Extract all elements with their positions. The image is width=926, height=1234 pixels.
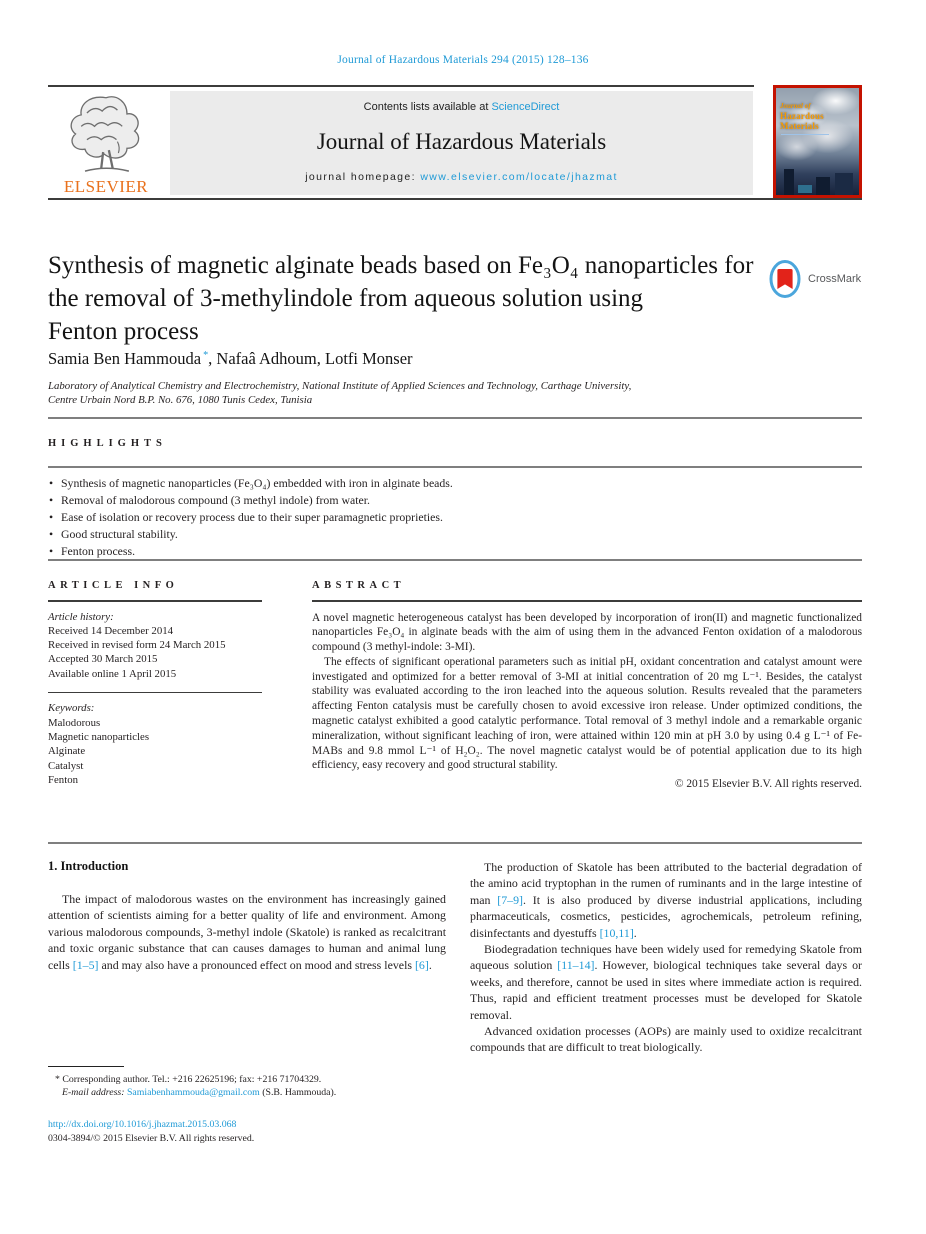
text-segment: Biodegradation techniques have been widely used for remedying Skatole from aqueous solution [470, 942, 862, 973]
text-segment: and may also have a pronounced effect on mood and stress levels [98, 957, 415, 972]
history-item: Available online 1 April 2015 [48, 667, 177, 680]
footer-block [48, 1118, 254, 1146]
article-title [48, 249, 763, 348]
author-name: Samia Ben Hammouda [48, 349, 202, 368]
intro-right-column [470, 859, 862, 1056]
elsevier-wordmark: ELSEVIER [63, 177, 149, 196]
text-segment: (S.B. Hammouda). [259, 1087, 337, 1098]
journal-header [48, 85, 862, 200]
citation-ref[interactable]: [7–9] [497, 892, 524, 907]
text-segment: E-mail address: [62, 1087, 127, 1098]
elsevier-tree-icon [58, 92, 154, 174]
affiliation-line: Centre Urbain Nord B.P. No. 676, 1080 Tunis Cedex, Tunisia [48, 393, 313, 406]
text-segment: The production of Skatole has been attributed to the bacterial degradation of the amino acid tryptophan in the rumen of ruminants and in the large intestine of man [470, 860, 862, 907]
header-top-rule [48, 85, 754, 87]
history-item: Received 14 December 2014 [48, 624, 174, 637]
section-heading: 1. Introduction [48, 859, 129, 873]
text-segment: . It is also produced by diverse industrial applications, including pharmaceuticals, cosmetics, pesticides, agrochemicals, petroleum refining, disinfectants and dyestuffs [470, 892, 862, 940]
cover-title-line2: Hazardous [780, 111, 824, 121]
journal-banner [170, 91, 753, 195]
homepage-label: journal homepage: [305, 171, 421, 183]
journal-cover-thumbnail[interactable] [773, 85, 862, 198]
text-segment: . [633, 925, 637, 940]
article-history [48, 610, 262, 681]
body-paragraph [470, 1023, 862, 1056]
keyword: Alginate [48, 745, 86, 758]
journal-homepage-link[interactable]: www.elsevier.com/locate/jhazmat [420, 171, 618, 183]
keyword: Catalyst [48, 759, 84, 772]
cover-smokestack [816, 177, 830, 195]
abstract-paragraph: The effects of significant operational parameters such as initial pH, oxidant concentration and catalyst amount were investigated and optimized for a better removal of 3-MI at initial concentration of 20 mg L⁻¹. Besides, the catalyst stability was evaluated according to the iron leached into the aqueous solution. Results revealed that the parameters affecting Fenton catalysis must be carefully chosen to avoid excessive iron release. Under optimized conditions, the magnetic catalyst exhibited a good catalytic performance. Total removal of 3 methyl indole and a remarkable organic mineralization, without significant leaching of iron, were attained within 120 min at pH 3.0 by using 0.4 g L⁻¹ of Fe-MABs and 9.8 mmol L⁻¹ of H₂O₂. The novel magnetic catalyst would be of potential application due to its high efficiency, easy recovery and good structural stability. [312, 655, 862, 772]
citation-ref[interactable]: [10,11] [599, 925, 634, 940]
citation-ref[interactable]: [1–5] [72, 957, 99, 972]
highlight-item: • Ease of isolation or recovery process due to their super paramagnetic proprieties. [48, 509, 862, 526]
keyword: Malodorous [48, 716, 101, 729]
divider-rule [48, 466, 862, 468]
elsevier-logo[interactable] [50, 92, 162, 195]
article-info-column [48, 580, 262, 787]
intro-left-column [48, 859, 446, 973]
crossmark-label: CrossMark [808, 273, 862, 285]
footnote-rule [48, 1066, 124, 1067]
cover-photo [776, 88, 859, 195]
cover-tank [798, 185, 812, 193]
keyword: Magnetic nanoparticles [48, 731, 150, 744]
affiliation-line: Laboratory of Analytical Chemistry and Electrochemistry, National Institute of Applied Sciences and Technology, Carthage University, [48, 380, 632, 392]
cover-title [780, 101, 824, 131]
article-title-line: Synthesis of magnetic alginate beads based on Fe₃O₄ nanoparticles for [48, 252, 754, 279]
abstract-text [312, 611, 862, 774]
keywords-block [48, 701, 262, 787]
divider-rule [48, 559, 862, 561]
history-item: Accepted 30 March 2015 [48, 653, 158, 666]
abstract-paragraph: A novel magnetic heterogeneous catalyst has been developed by incorporation of iron(II) and magnetic functionalized nanoparticles Fe₃O₄ in alginate beads with the aim of using them in the advanced Fenton oxidation of a malodorous compound (3 methyl-indole: 3-MI). [312, 611, 862, 654]
highlight-item: • Removal of malodorous compound (3 methyl indole) from water. [48, 492, 862, 509]
author-names-rest: , Nafaâ Adhoum, Lotfi Monser [208, 349, 413, 368]
keyword: Fenton [48, 773, 78, 786]
crossmark-button[interactable] [768, 258, 868, 300]
text-segment: Advanced oxidation processes (AOPs) are mainly used to oxidize recalcitrant compounds that are difficult to treat biologically. [470, 1024, 862, 1055]
abstract-heading: ABSTRACT [312, 580, 406, 591]
column-rule [312, 600, 862, 602]
highlights-list [48, 475, 862, 560]
cover-title-line1: Journal of [780, 102, 811, 110]
history-item: Received in revised form 24 March 2015 [48, 639, 226, 652]
highlight-item: • Synthesis of magnetic nanoparticles (Fe₃O₄) embedded with iron in alginate beads. [48, 475, 862, 492]
divider-rule [48, 842, 862, 844]
cover-title-line3: Materials [780, 121, 819, 131]
citation-ref[interactable]: [11–14] [557, 958, 595, 973]
text-link[interactable]: Samiabenhammouda@gmail.com [126, 1087, 260, 1098]
homepage-line [170, 171, 753, 183]
sciencedirect-link[interactable]: ScienceDirect [491, 101, 560, 113]
crossmark-icon [768, 258, 804, 300]
article-title-line: Fenton process [48, 318, 199, 345]
cover-divider [781, 134, 829, 135]
issn-copyright-line: 0304-3894/© 2015 Elsevier B.V. All rights reserved. [48, 1133, 255, 1144]
journal-banner-title: Journal of Hazardous Materials [316, 129, 607, 154]
highlight-item: • Fenton process. [48, 543, 862, 560]
article-history-label: Article history: [48, 610, 114, 623]
affiliation [48, 380, 631, 407]
author-list [48, 349, 413, 369]
email-line [48, 1086, 458, 1099]
contents-text: Contents lists available at [363, 101, 492, 113]
contents-line [170, 101, 753, 113]
article-info-heading: ARTICLE INFO [48, 580, 179, 591]
text-segment: The impact of malodorous wastes on the environment has increasingly gained attention of scientists aiming for a better quality of life and environment. Among various malodorous compounds, 3-methyl indole (Skatole) is ranked as recalcitrant and toxic organic substance that can causes damages to human and animal lung cells [48, 892, 446, 972]
body-paragraph [470, 941, 862, 1023]
abstract-column [312, 580, 862, 790]
article-title-line: the removal of 3-methylindole from aqueous solution using [48, 285, 644, 312]
text-segment: . [428, 957, 432, 972]
footnote-block [48, 1066, 458, 1099]
copyright-line: © 2015 Elsevier B.V. All rights reserved. [674, 778, 862, 791]
corresponding-author-note: * Corresponding author. Tel.: +216 22625196; fax: +216 71704329. [55, 1074, 322, 1085]
column-rule [48, 692, 262, 694]
citation-ref[interactable]: [6] [414, 957, 429, 972]
cover-smokestack [784, 169, 794, 195]
corresponding-author-marker[interactable]: * [203, 349, 209, 361]
keywords-label: Keywords: [48, 702, 95, 715]
header-bottom-rule [48, 198, 862, 200]
body-paragraph [470, 859, 862, 941]
journal-citation: Journal of Hazardous Materials 294 (2015) 128–136 [337, 54, 589, 66]
text-segment: . However, biological techniques take several days or weeks, and therefore, cannot be used in sites where immediate action is required. Thus, rapid and efficient treatment processes must be developed for Skatole removal. [470, 958, 862, 1022]
cover-building [835, 173, 853, 195]
divider-rule [48, 417, 862, 419]
doi-link[interactable]: http://dx.doi.org/10.1016/j.jhazmat.2015.03.068 [48, 1119, 237, 1130]
body-paragraph [48, 891, 446, 973]
column-rule [48, 600, 262, 602]
highlights-heading: HIGHLIGHTS [48, 438, 167, 449]
highlight-item: • Good structural stability. [48, 526, 862, 543]
